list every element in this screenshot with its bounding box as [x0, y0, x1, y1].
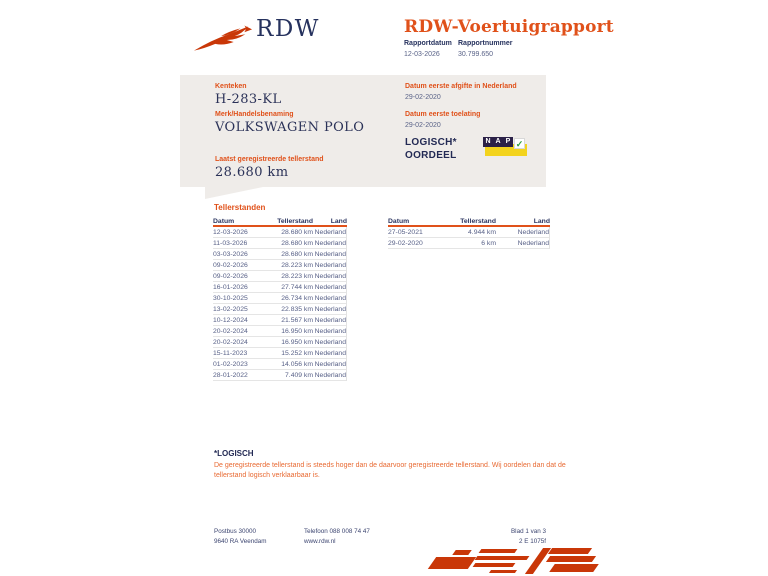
- rdw-wing-stripes-graphic: [428, 547, 598, 576]
- column-header-tellerstand: Tellerstand: [277, 218, 313, 225]
- nap-check-icon: ✓: [515, 139, 524, 149]
- tellerstanden-heading: Tellerstanden: [214, 203, 266, 212]
- table-cell: 20-02-2024: [213, 339, 248, 346]
- table-cell: 27-05-2021: [388, 229, 423, 236]
- table-cell: 16.950 km: [281, 328, 313, 335]
- page-title: RDW-Voertuigrapport: [404, 17, 614, 37]
- nap-letter-p: P: [503, 137, 513, 147]
- table-row: [213, 370, 346, 381]
- table-row: [213, 337, 346, 348]
- footer-address-line2: 9640 RA Veendam: [214, 538, 267, 545]
- column-header-land: Land: [533, 218, 550, 225]
- report-date-value: 12-03-2026: [404, 51, 440, 58]
- kenteken-value: H-283-KL: [215, 92, 282, 107]
- table-body: [388, 227, 550, 249]
- table-row: [213, 249, 346, 260]
- table-row: [213, 315, 346, 326]
- tellerstand-value: 28.680 km: [215, 165, 289, 180]
- rdw-eagle-logo-icon: [192, 22, 254, 58]
- table-cell: 26.734 km: [281, 295, 313, 302]
- table-cell: 6 km: [481, 240, 496, 247]
- kenteken-label: Kenteken: [215, 83, 247, 90]
- table-cell: Nederland: [314, 229, 346, 236]
- afgifte-value: 29-02-2020: [405, 94, 441, 101]
- table-cell: 4.944 km: [468, 229, 496, 236]
- table-cell: 7.409 km: [285, 372, 313, 379]
- table-row: [213, 293, 346, 304]
- table-cell: 20-02-2024: [213, 328, 248, 335]
- report-number-label: Rapportnummer: [458, 40, 513, 47]
- toelating-value: 29-02-2020: [405, 122, 441, 129]
- footnote-title: *LOGISCH: [214, 449, 254, 458]
- report-date-label: Rapportdatum: [404, 40, 452, 47]
- tellerstanden-table-left: [213, 216, 347, 381]
- toelating-label: Datum eerste toelating: [405, 111, 481, 118]
- table-cell: 28.223 km: [281, 273, 313, 280]
- table-cell: 28.680 km: [281, 229, 313, 236]
- table-row: [213, 282, 346, 293]
- table-header: [213, 216, 347, 227]
- table-cell: Nederland: [314, 328, 346, 335]
- report-number-value: 30.799.650: [458, 51, 494, 58]
- table-row: [213, 326, 346, 337]
- footer-phone: Telefoon 088 008 74 47: [304, 528, 370, 535]
- merk-label: Merk/Handelsbenaming: [215, 111, 294, 118]
- table-cell: 13-02-2025: [213, 306, 248, 313]
- table-cell: Nederland: [314, 295, 346, 302]
- table-row: [388, 227, 549, 238]
- table-cell: Nederland: [314, 361, 346, 368]
- tellerstand-label: Laatst geregistreerde tellerstand: [215, 156, 324, 163]
- table-row: [213, 304, 346, 315]
- table-cell: Nederland: [314, 284, 346, 291]
- afgifte-label: Datum eerste afgifte in Nederland: [405, 83, 517, 90]
- footnote-text: De geregistreerde tellerstand is steeds hoger dan de daarvoor geregistreerde tellerstand. Wij oordelen dan dat de tellerstand logisch verklaarbaar is.: [214, 462, 566, 479]
- table-cell: Nederland: [517, 229, 549, 236]
- table-cell: Nederland: [314, 372, 346, 379]
- rdw-logo-text: RDW: [256, 16, 320, 42]
- table-row: [213, 348, 346, 359]
- column-header-tellerstand: Tellerstand: [460, 218, 496, 225]
- table-cell: 15.252 km: [281, 350, 313, 357]
- table-cell: Nederland: [314, 350, 346, 357]
- table-cell: 03-03-2026: [213, 251, 248, 258]
- vehicle-summary-panel: [180, 75, 546, 187]
- merk-value: VOLKSWAGEN POLO: [215, 120, 365, 135]
- table-body: [213, 227, 347, 381]
- footer-address-line1: Postbus 30000: [214, 528, 257, 535]
- column-header-datum: Datum: [388, 218, 410, 225]
- table-cell: Nederland: [314, 240, 346, 247]
- panel-tail-shape: [205, 187, 263, 199]
- table-cell: 28-01-2022: [213, 372, 248, 379]
- column-header-datum: Datum: [213, 218, 235, 225]
- table-cell: 30-10-2025: [213, 295, 248, 302]
- column-header-land: Land: [330, 218, 347, 225]
- table-cell: Nederland: [517, 240, 549, 247]
- footer-contact: [304, 527, 370, 547]
- table-cell: 14.056 km: [281, 361, 313, 368]
- table-cell: 09-02-2026: [213, 273, 248, 280]
- footer-address: [214, 527, 267, 547]
- footer-page-info: [440, 527, 546, 547]
- table-cell: 29-02-2020: [388, 240, 423, 247]
- table-header: [388, 216, 550, 227]
- table-cell: 28.680 km: [281, 240, 313, 247]
- table-row: [213, 359, 346, 370]
- table-row: [213, 227, 346, 238]
- table-cell: Nederland: [314, 262, 346, 269]
- table-row: [213, 260, 346, 271]
- table-cell: Nederland: [314, 251, 346, 258]
- table-row: [213, 271, 346, 282]
- oordeel-line2: OORDEEL: [405, 150, 457, 161]
- nap-letter-a: A: [493, 137, 503, 147]
- table-cell: 16.950 km: [281, 339, 313, 346]
- table-cell: 27.744 km: [281, 284, 313, 291]
- table-cell: 22.835 km: [281, 306, 313, 313]
- tellerstanden-table-right: [388, 216, 550, 249]
- table-cell: 09-02-2026: [213, 262, 248, 269]
- table-cell: 15-11-2023: [213, 350, 248, 357]
- footer-doc-code: 2 E 1075f: [519, 538, 546, 545]
- nap-logo: [483, 137, 529, 157]
- oordeel-text: [405, 136, 457, 162]
- table-cell: Nederland: [314, 273, 346, 280]
- table-cell: 12-03-2026: [213, 229, 248, 236]
- table-cell: 10-12-2024: [213, 317, 248, 324]
- table-row: [388, 238, 549, 249]
- nap-letter-n: N: [483, 137, 493, 147]
- oordeel-line1: LOGISCH*: [405, 137, 457, 148]
- footer-website: www.rdw.nl: [304, 538, 336, 545]
- footer-page-number: Blad 1 van 3: [510, 528, 546, 535]
- table-cell: 28.223 km: [281, 262, 313, 269]
- table-cell: 16-01-2026: [213, 284, 248, 291]
- table-cell: Nederland: [314, 306, 346, 313]
- table-cell: 01-02-2023: [213, 361, 248, 368]
- table-cell: 21.567 km: [281, 317, 313, 324]
- table-cell: 11-03-2026: [213, 240, 248, 247]
- table-cell: Nederland: [314, 339, 346, 346]
- table-row: [213, 238, 346, 249]
- table-cell: 28.680 km: [281, 251, 313, 258]
- table-cell: Nederland: [314, 317, 346, 324]
